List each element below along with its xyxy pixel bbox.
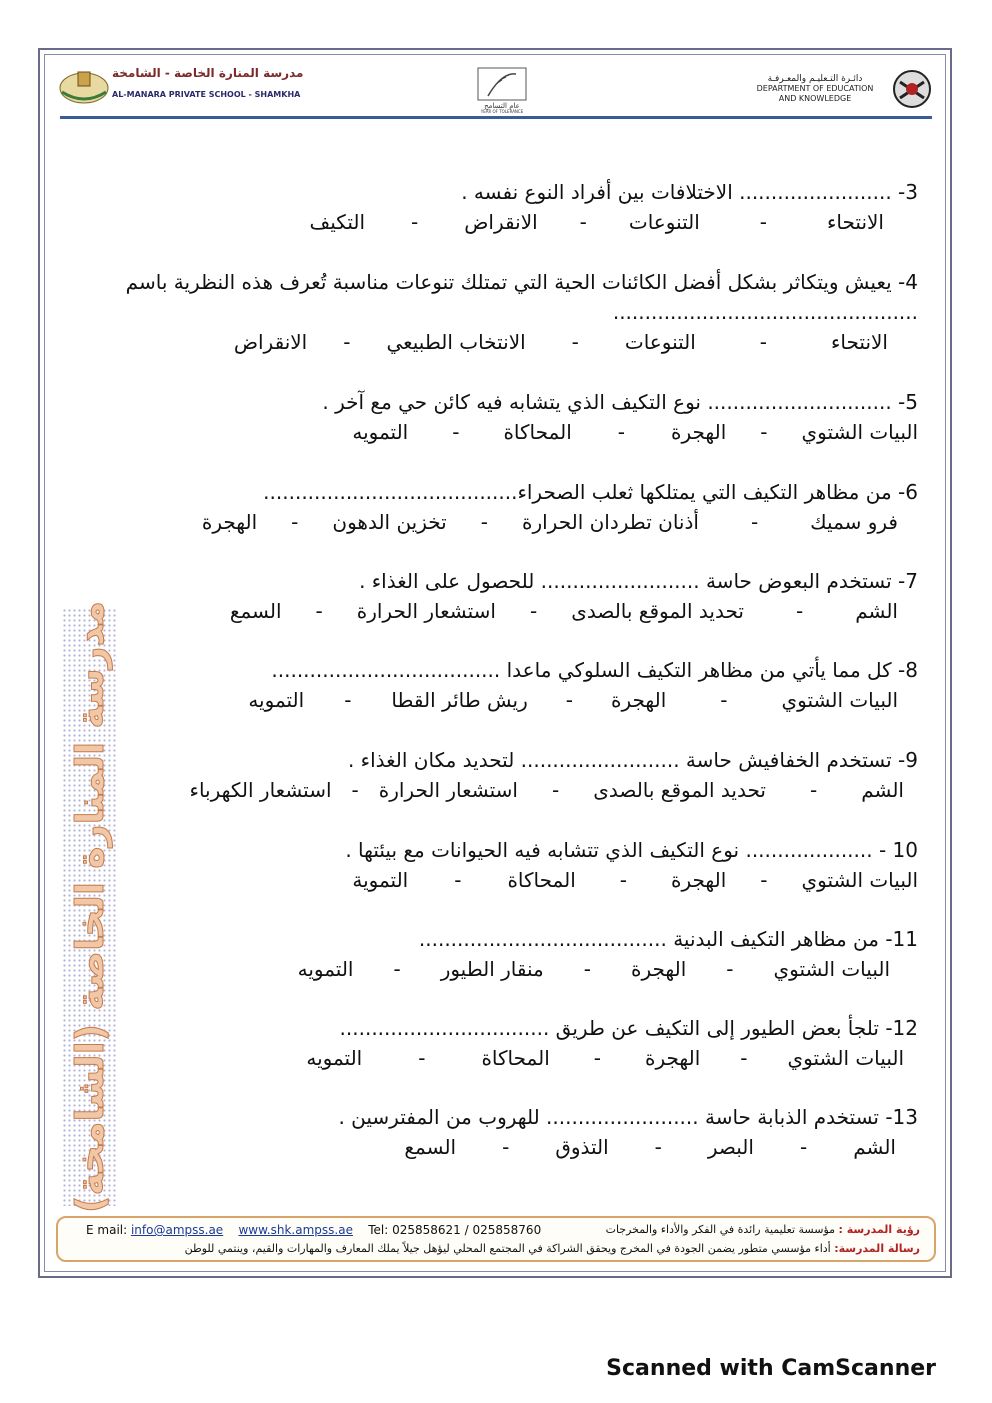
option: الانقراض (464, 210, 538, 234)
question-3: 3- ........................ الاختلافات بين أفراد النوع نفسه . (461, 180, 918, 204)
watermark-text: مدرسة المنارة الخاصة (الشامخة) (68, 601, 112, 1213)
contact-info (86, 1223, 541, 1237)
options-3: الانتحاء - التنوعات - الانقراض - التكيف (309, 210, 884, 234)
option: الشم (853, 1135, 896, 1159)
option: المحاكاة (503, 420, 572, 444)
question-6: 6- من مظاهر التكيف التي يمتلكها ثعلب الصحراء........................................ (263, 480, 918, 504)
question-10: 10 - .................... نوع التكيف الذي تتشابه فيه الحيوانات مع بيئتها . (345, 838, 918, 862)
option: الانتحاء (827, 210, 884, 234)
options-4: الانتحاء - التنوعات - الانتخاب الطبيعي - الانقراض (233, 330, 888, 354)
option: الانتحاء (831, 330, 888, 354)
question-4: 4- يعيش ويتكاثر بشكل أفضل الكائنات الحية التي تمتلك تنوعات مناسبة تُعرف هذه النظرية باسم (125, 270, 918, 294)
option: البيات الشتوي (787, 1046, 904, 1070)
mission-text: أداء مؤسسي متطور يضمن الجودة في المخرج ويحقق الشراكة في المجتمع المحلي ليؤهل جيلاً يملك المعارف والمهارات والقيم، وينتمي للوطن (184, 1242, 835, 1255)
options-6: فرو سميك - أذنان تطردان الحرارة - تخزين الدهون - الهجرة (201, 510, 898, 534)
question-9: 9- تستخدم الخفافيش حاسة ......................... لتحديد مكان الغذاء . (347, 748, 918, 772)
option: تحديد الموقع بالصدى (571, 599, 744, 623)
option: منقار الطيور (440, 957, 544, 981)
tolerance-english: YEAR OF TOLERANCE (480, 109, 524, 114)
option: المحاكاة (507, 868, 576, 892)
option: الهجرة (610, 688, 667, 712)
options-11: البيات الشتوي - الهجرة - منقار الطيور - التمويه (297, 957, 890, 981)
department-english-1: DEPARTMENT OF EDUCATION (756, 84, 874, 93)
option: الشم (861, 778, 904, 802)
option: الهجرة (670, 868, 727, 892)
year-of-tolerance-logo-icon (466, 66, 538, 114)
options-12: البيات الشتوي - الهجرة - المحاكاة - التمويه (306, 1046, 904, 1070)
school-name-english: AL-MANARA PRIVATE SCHOOL - SHAMKHA (112, 90, 301, 99)
school-logo-icon (58, 66, 110, 106)
option: التذوق (555, 1135, 609, 1159)
vision-label: رؤية المدرسة : (838, 1223, 920, 1236)
option: البيات الشتوي (801, 420, 918, 444)
option: البصر (707, 1135, 754, 1159)
option: أذنان تطردان الحرارة (521, 510, 699, 534)
option: المحاكاة (481, 1046, 550, 1070)
option: فرو سميك (810, 510, 898, 534)
option: ريش طائر القطا (391, 688, 528, 712)
email-label: E mail: (86, 1223, 131, 1237)
question-5: 5- ............................. نوع التكيف الذي يتشابه فيه كائن حي مع آخر . (322, 390, 918, 414)
option: التنوعات (628, 210, 700, 234)
department-arabic: دائـرة التـعليـم والمعـرفـة (767, 74, 863, 84)
option: التمويه (352, 420, 409, 444)
option: استشعار الحرارة (378, 778, 518, 802)
option: الهجرة (630, 957, 687, 981)
option: البيات الشتوي (773, 957, 890, 981)
school-watermark (62, 601, 118, 1213)
question-8: 8- كل مما يأتي من مظاهر التكيف السلوكي ماعدا .................................... (271, 658, 918, 682)
option: التكيف (309, 210, 366, 234)
options-7: الشم - تحديد الموقع بالصدى - استشعار الحرارة - السمع (229, 599, 898, 623)
options-13: الشم - البصر - التذوق - السمع (404, 1135, 896, 1159)
options-10: البيات الشتوي - الهجرة - المحاكاة - التموية (352, 868, 918, 892)
option: التمويه (248, 688, 305, 712)
options-5: البيات الشتوي - الهجرة - المحاكاة - التمويه (352, 420, 918, 444)
option: الهجرة (644, 1046, 701, 1070)
question-12: 12- تلجأ بعض الطيور إلى التكيف عن طريق ................................. (339, 1016, 918, 1040)
option: الهجرة (201, 510, 258, 534)
school-vision (606, 1223, 920, 1236)
option: الانتخاب الطبيعي (386, 330, 526, 354)
option: السمع (229, 599, 282, 623)
department-english-2: AND KNOWLEDGE (778, 94, 852, 103)
vision-text: مؤسسة تعليمية رائدة في الفكر والأداء والمخرجات (605, 1223, 839, 1236)
option: البيات الشتوي (781, 688, 898, 712)
question-7: 7- تستخدم البعوض حاسة ......................... للحصول على الغذاء . (359, 569, 918, 593)
school-mission (185, 1242, 920, 1255)
option: تحديد الموقع بالصدى (593, 778, 766, 802)
option: استشعار الحرارة (356, 599, 496, 623)
option: التموية (352, 868, 409, 892)
option: تخزين الدهون (332, 510, 447, 534)
option: الهجرة (670, 420, 727, 444)
phone-numbers: Tel: 025858621 / 025858760 (368, 1223, 542, 1237)
options-9: الشم - تحديد الموقع بالصدى - استشعار الحرارة - استشعار الكهرباء (189, 778, 904, 802)
scanner-watermark: Scanned with CamScanner (606, 1356, 936, 1381)
mission-label: رسالة المدرسة: (834, 1242, 920, 1255)
question-4-blank: ................................................ (612, 300, 918, 324)
question-11: 11- من مظاهر التكيف البدنية ....................................... (418, 927, 918, 951)
question-13: 13- تستخدم الذبابة حاسة ........................ للهروب من المفترسين . (338, 1105, 918, 1129)
footer-box (56, 1216, 936, 1262)
email-link[interactable]: info@ampss.ae (130, 1223, 224, 1237)
option: السمع (404, 1135, 457, 1159)
option: الانقراض (233, 330, 308, 354)
option: الشم (855, 599, 898, 623)
option: استشعار الكهرباء (189, 778, 332, 802)
option: التمويه (297, 957, 354, 981)
tolerance-arabic: عام التسامح (484, 102, 520, 110)
website-link[interactable]: www.shk.ampss.ae (238, 1223, 353, 1237)
option: البيات الشتوي (801, 868, 918, 892)
school-name-arabic: مدرسة المنارة الخاصة - الشامخة (112, 66, 304, 80)
option: التمويه (306, 1046, 363, 1070)
header-divider (60, 116, 932, 119)
options-8: البيات الشتوي - الهجرة - ريش طائر القطا - التمويه (248, 688, 898, 712)
department-text (740, 74, 890, 104)
department-emblem-icon (890, 68, 934, 110)
option: التنوعات (624, 330, 696, 354)
